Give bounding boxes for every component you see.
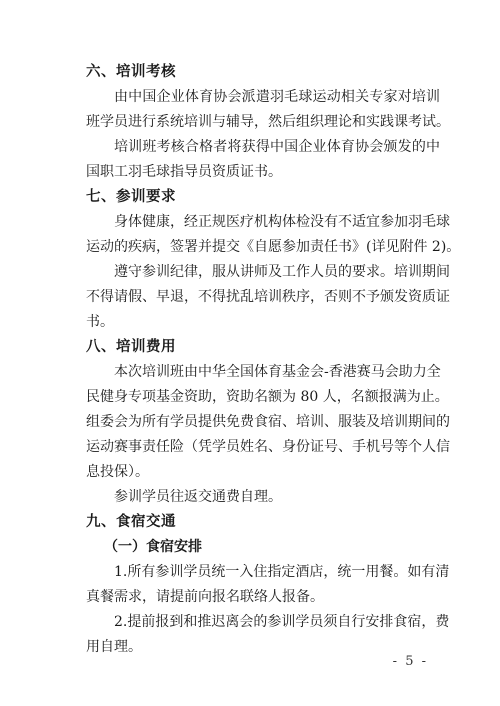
paragraph-line: 由中国企业体育协会派遣羽毛球运动相关专家对培训 bbox=[114, 89, 440, 105]
page-number: - 5 - bbox=[392, 654, 428, 669]
paragraph-line: 本次培训班由中华全国体育基金会-香港赛马会助力全 bbox=[114, 364, 441, 380]
paragraph-line: 培训班考核合格者将获得中国企业体育协会颁发的中 bbox=[114, 139, 440, 155]
paragraph-line: 书。 bbox=[86, 314, 114, 330]
paragraph-line: 2.提前报到和推迟离会的参训学员须自行安排食宿，费 bbox=[114, 614, 450, 630]
page-content bbox=[86, 60, 461, 660]
section-heading-accommodation-transport: 九、食宿交通 bbox=[86, 514, 176, 530]
paragraph-line: 运动赛事责任险（凭学员姓名、身份证号、手机号等个人信 bbox=[86, 439, 450, 455]
paragraph-line: 遵守参训纪律，服从讲师及工作人员的要求。培训期间 bbox=[114, 264, 450, 280]
paragraph-line: 参训学员往返交通费自理。 bbox=[114, 489, 282, 505]
paragraph-line: 运动的疾病，签署并提交《自愿参加责任书》(详见附件 2)。 bbox=[86, 239, 461, 255]
paragraph-line: 国职工羽毛球指导员资质证书。 bbox=[86, 164, 282, 180]
paragraph-line: 息投保）。 bbox=[86, 464, 149, 480]
paragraph-line: 1.所有参训学员统一入住指定酒店，统一用餐。如有清 bbox=[114, 564, 450, 580]
subsection-heading-accommodation: （一）食宿安排 bbox=[104, 539, 202, 555]
paragraph-line: 组委会为所有学员提供免费食宿、培训、服装及培训期间的 bbox=[86, 414, 450, 430]
paragraph-line: 民健身专项基金资助，资助名额为 80 人，名额报满为止。 bbox=[86, 389, 449, 405]
paragraph-line: 真餐需求，请提前向报名联络人报备。 bbox=[86, 589, 324, 605]
section-heading-training-assessment: 六、培训考核 bbox=[86, 64, 176, 80]
section-heading-requirements: 七、参训要求 bbox=[86, 189, 176, 205]
paragraph-line: 不得请假、早退，不得扰乱培训秩序，否则不予颁发资质证 bbox=[86, 289, 450, 305]
paragraph-line: 身体健康，经正规医疗机构体检没有不适宜参加羽毛球 bbox=[114, 214, 450, 230]
paragraph-line: 班学员进行系统培训与辅导，然后组织理论和实践课考试。 bbox=[86, 114, 450, 130]
paragraph-line: 用自理。 bbox=[86, 639, 142, 655]
section-heading-training-fees: 八、培训费用 bbox=[86, 339, 176, 355]
